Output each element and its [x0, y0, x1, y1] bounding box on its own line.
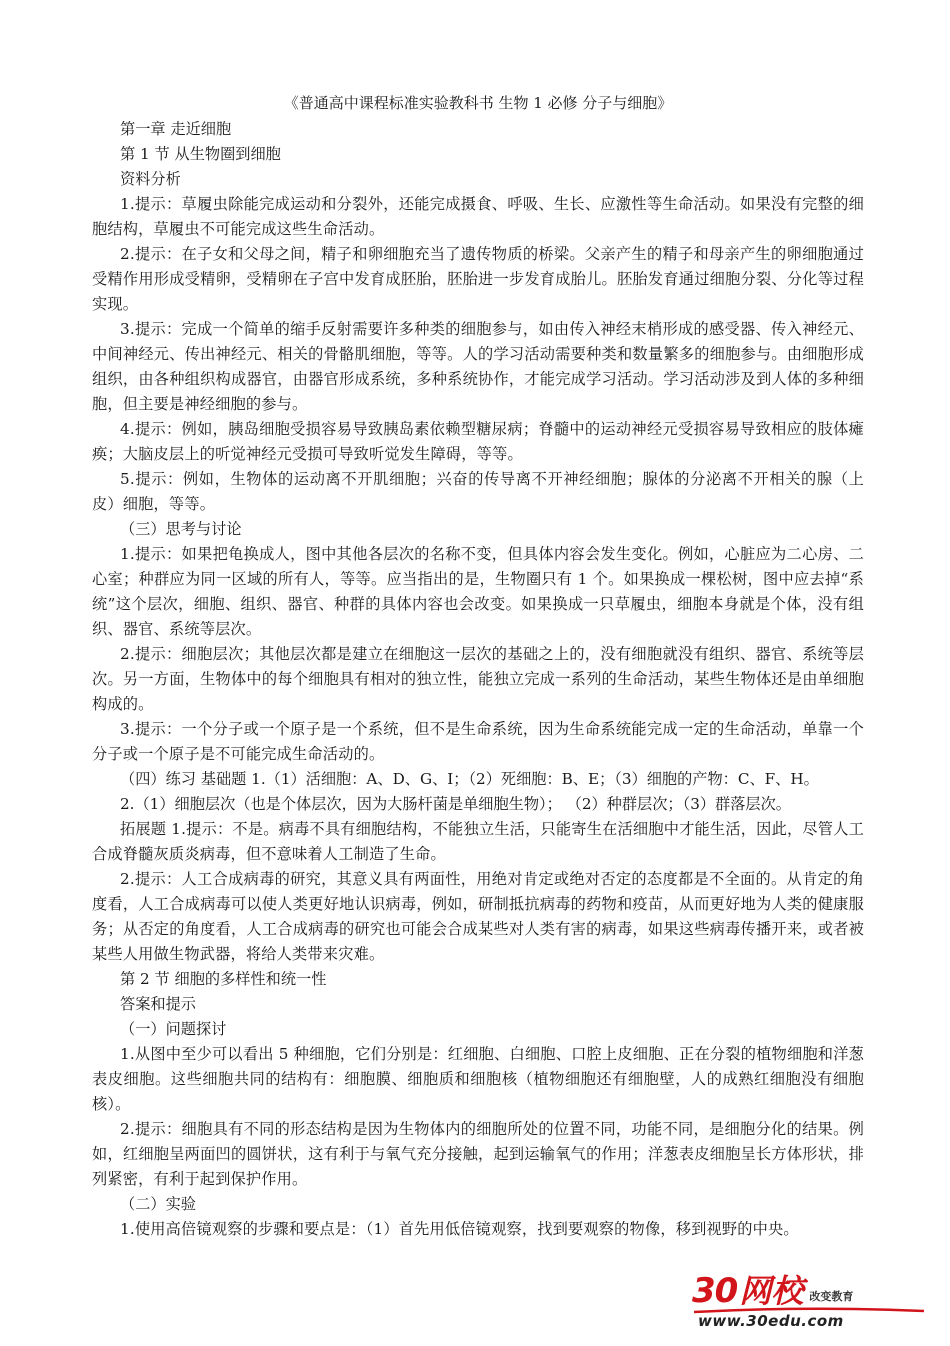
- paragraph: 1.使用高倍镜观察的步骤和要点是：（1）首先用低倍镜观察，找到要观察的物像，移到视野的中央。: [120, 1220, 799, 1238]
- paragraph: 1.提示：如果把龟换成人，图中其他各层次的名称不变，但具体内容会发生变化。例如，心脏应为二心房、二心室；种群应为同一区域的所有人，等等。应当指出的是，生物圈只有 1 个。如果换成一棵松树，图中应去掉“系统”这个层次，细胞、组织、器官、种群的具体内容也会改变。如果换成一只草履虫，细胞本身就是个体，没有组织、器官、系统等层次。: [92, 545, 864, 638]
- logo-number: 30: [692, 1271, 738, 1311]
- subsection-heading: 答案和提示: [120, 995, 196, 1013]
- paragraph: 3.提示：完成一个简单的缩手反射需要许多种类的细胞参与，如由传入神经末梢形成的感受器、传入神经元、中间神经元、传出神经元、相关的骨骼肌细胞，等等。人的学习活动需要种类和数量繁多的细胞参与。由细胞形成组织，由各种组织构成器官，由器官形成系统，多种系统协作，才能完成学习活动。学习活动涉及到人体的多种细胞，但主要是神经细胞的参与。: [92, 320, 864, 413]
- paragraph: 1.从图中至少可以看出 5 种细胞，它们分别是：红细胞、白细胞、口腔上皮细胞、正在分裂的植物细胞和洋葱表皮细胞。这些细胞共同的结构有：细胞膜、细胞质和细胞核（植物细胞还有细胞壁，人的成熟红细胞没有细胞核）。: [92, 1045, 864, 1113]
- section-heading: 第 1 节 从生物圈到细胞: [120, 145, 281, 163]
- paragraph: 1.提示：草履虫除能完成运动和分裂外，还能完成摄食、呼吸、生长、应激性等生命活动。如果没有完整的细胞结构，草履虫不可能完成这些生命活动。: [92, 195, 864, 238]
- logo-slogan: 改变教育: [809, 1290, 854, 1303]
- logo-name: 网校: [739, 1272, 804, 1310]
- subsection-heading: （一）问题探讨: [120, 1020, 227, 1038]
- paragraph: 4.提示：例如，胰岛细胞受损容易导致胰岛素依赖型糖尿病；脊髓中的运动神经元受损容易导致相应的肢体瘫痪；大脑皮层上的听觉神经元受损可导致听觉发生障碍，等等。: [92, 420, 864, 463]
- watermark-logo: [692, 1272, 932, 1334]
- exercise-line: （四）练习 基础题 1.（1）活细胞：A、D、G、I；（2）死细胞：B、E；（3）细胞的产物：C、F、H。: [120, 770, 819, 788]
- paragraph: 拓展题 1.提示：不是。病毒不具有细胞结构，不能独立生活，只能寄生在活细胞中才能生活，因此，尽管人工合成脊髓灰质炎病毒，但不意味着人工制造了生命。: [92, 820, 864, 863]
- paragraph: 5.提示：例如，生物体的运动离不开肌细胞；兴奋的传导离不开神经细胞；腺体的分泌离不开相关的腺（上皮）细胞，等等。: [92, 470, 864, 513]
- subsection-heading: （三）思考与讨论: [120, 520, 242, 538]
- paragraph: 2.提示：细胞具有不同的形态结构是因为生物体内的细胞所处的位置不同，功能不同，是细胞分化的结果。例如，红细胞呈两面凹的圆饼状，这有利于与氧气充分接触，起到运输氧气的作用；洋葱表皮细胞呈长方体形状，排列紧密，有利于起到保护作用。: [92, 1120, 864, 1188]
- document-title: 《普通高中课程标准实验教科书 生物 1 必修 分子与细胞》: [283, 94, 673, 112]
- paragraph: 2.提示：细胞层次；其他层次都是建立在细胞这一层次的基础之上的，没有细胞就没有组织、器官、系统等层次。另一方面，生物体中的每个细胞具有相对的独立性，能独立完成一系列的生命活动，某些生物体还是由单细胞构成的。: [92, 645, 864, 713]
- exercise-line: 2.（1）细胞层次（也是个体层次，因为大肠杆菌是单细胞生物）； （2）种群层次；（3）群落层次。: [120, 795, 791, 813]
- logo-url: www.30edu.com: [698, 1312, 844, 1330]
- chapter-heading: 第一章 走近细胞: [120, 120, 232, 138]
- section-heading: 第 2 节 细胞的多样性和统一性: [120, 970, 327, 988]
- paragraph: 2.提示：在子女和父母之间，精子和卵细胞充当了遗传物质的桥梁。父亲产生的精子和母亲产生的卵细胞通过受精作用形成受精卵，受精卵在子宫中发育成胚胎，胚胎进一步发育成胎儿。胚胎发育通过细胞分裂、分化等过程实现。: [92, 245, 864, 313]
- paragraph: 2.提示：人工合成病毒的研究，其意义具有两面性，用绝对肯定或绝对否定的态度都是不全面的。从肯定的角度看，人工合成病毒可以使人类更好地认识病毒，例如，研制抵抗病毒的药物和疫苗，从而更好地为人类的健康服务；从否定的角度看，人工合成病毒的研究也可能会合成某些对人类有害的病毒，如果这些病毒传播开来，或者被某些人用做生物武器，将给人类带来灾难。: [92, 870, 864, 963]
- subsection-heading: （二）实验: [120, 1195, 196, 1213]
- document-page: [92, 92, 864, 1242]
- paragraph: 3.提示：一个分子或一个原子是一个系统，但不是生命系统，因为生命系统能完成一定的生命活动，单靠一个分子或一个原子是不可能完成生命活动的。: [92, 720, 864, 763]
- logo-mark: [692, 1272, 853, 1310]
- subsection-heading: 资料分析: [120, 170, 181, 188]
